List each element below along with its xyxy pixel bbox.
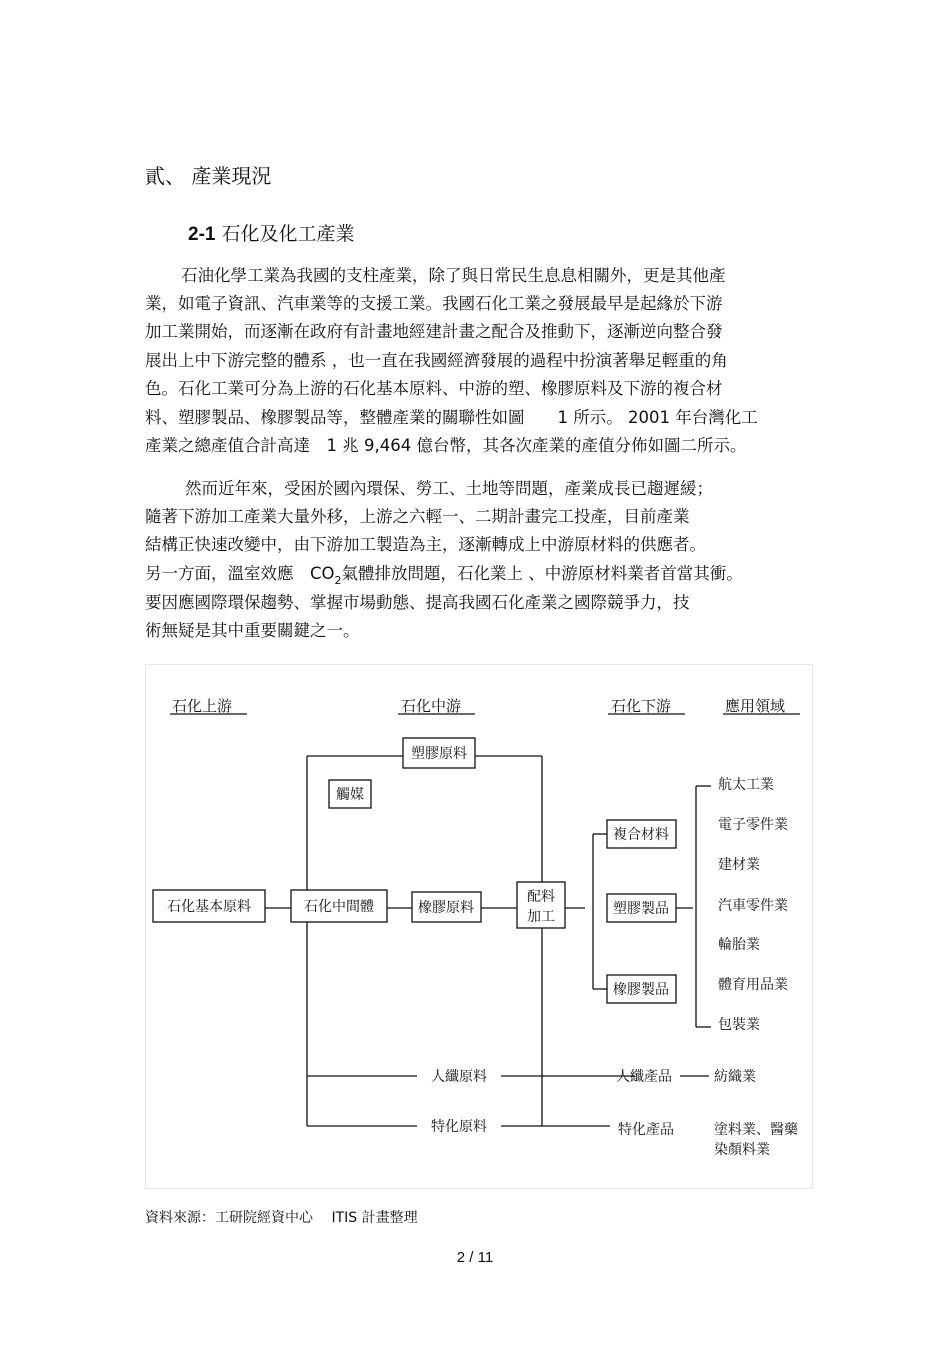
application-coatings-line2: 染顏料業: [714, 1142, 770, 1158]
paragraph1-line: 色。石化工業可分為上游的石化基本原料、中游的塑、橡膠原料及下游的複合材: [145, 379, 723, 398]
node-fiber-products: 人纖產品: [616, 1069, 672, 1085]
node-compounding-line1: 配料: [527, 889, 555, 905]
node-composite: 複合材料: [613, 827, 669, 843]
application-item: 航太工業: [718, 777, 774, 793]
paragraph1-line: 產業之總產值合計高達 1 兆 9,464 億台幣，其各次產業的產值分佈如圖二所示。: [145, 436, 747, 455]
paragraph2-line: 術無疑是其中重要關鍵之一。: [145, 621, 360, 640]
header-upstream: 石化上游: [172, 697, 233, 715]
paragraph2-line: 結構正快速改變中，由下游加工製造為主，逐漸轉成上中游原材料的供應者。: [145, 535, 706, 554]
paragraph1-line: 業，如電子資訊、汽車業等的支援工業。我國石化工業之發展最早是起緣於下游: [145, 294, 723, 313]
page-number: 2 / 11: [456, 1249, 494, 1266]
co2-before: 另一方面，溫室效應 CO: [145, 564, 335, 583]
node-rubber-raw: 橡膠原料: [418, 900, 474, 916]
application-item: 體育用品業: [718, 977, 788, 993]
application-item: 汽車零件業: [718, 898, 788, 914]
node-plastic-raw: 塑膠原料: [411, 746, 467, 762]
paragraph1-line: 石油化學工業為我國的支柱產業，除了與日常民生息息相關外，更是其他產: [181, 266, 726, 285]
subsection-number: 2-1: [188, 224, 216, 245]
node-basic: 石化基本原料: [167, 899, 251, 915]
paragraph1-line: 料、塑膠製品、橡膠製品等，整體產業的關聯性如圖 1 所示。 2001 年台灣化工: [145, 408, 758, 427]
node-catalyst: 觸媒: [336, 787, 364, 803]
header-applications: 應用領域: [725, 697, 786, 715]
paragraph1-line: 展出上中下游完整的體系 ，也一直在我國經濟發展的過程中扮演著舉足輕重的角: [145, 351, 728, 370]
application-item: 電子零件業: [718, 817, 788, 833]
paragraph2-line: 然而近年來，受困於國內環保、勞工、土地等問題，產業成長已趨遲緩；: [185, 479, 713, 498]
application-item: 輪胎業: [718, 937, 760, 953]
application-item: 建材業: [718, 857, 760, 873]
paragraph2-line: 隨著下游加工產業大量外移，上游之六輕一、二期計畫完工投產，目前產業: [145, 507, 690, 526]
application-coatings-line1: 塗料業、醫藥: [714, 1122, 798, 1138]
application-item: 包裝業: [718, 1017, 760, 1033]
node-rubber-products: 橡膠製品: [613, 982, 669, 998]
node-fiber-raw: 人纖原料: [431, 1069, 487, 1085]
paragraph1-line: 加工業開始，而逐漸在政府有計畫地經建計畫之配合及推動下，逐漸逆向整合發: [145, 322, 723, 341]
node-plastic-products: 塑膠製品: [613, 901, 669, 917]
section-title: 貳、 產業現況: [145, 164, 272, 188]
co2-after: 氣體排放問題，石化業上 、中游原材料業者首當其衝。: [341, 564, 743, 583]
industry-chain-diagram: [145, 664, 813, 1189]
co2-subscript: 2: [334, 574, 342, 587]
header-downstream: 石化下游: [611, 697, 672, 715]
node-intermediate: 石化中間體: [304, 899, 374, 915]
node-compounding-line2: 加工: [527, 909, 555, 925]
subsection-text: 石化及化工產業: [215, 223, 355, 245]
node-specialty-raw: 特化原料: [431, 1119, 487, 1135]
application-textile: 紡織業: [714, 1069, 756, 1085]
paragraph2-line: 要因應國際環保趨勢、掌握市場動態、提高我國石化產業之國際競爭力，技: [145, 593, 690, 612]
header-midstream: 石化中游: [401, 697, 462, 715]
node-specialty-products: 特化產品: [618, 1122, 674, 1138]
subsection-title: [188, 219, 355, 246]
source-note: 資料來源：工研院經資中心 ITIS 計畫整理: [145, 1210, 418, 1226]
